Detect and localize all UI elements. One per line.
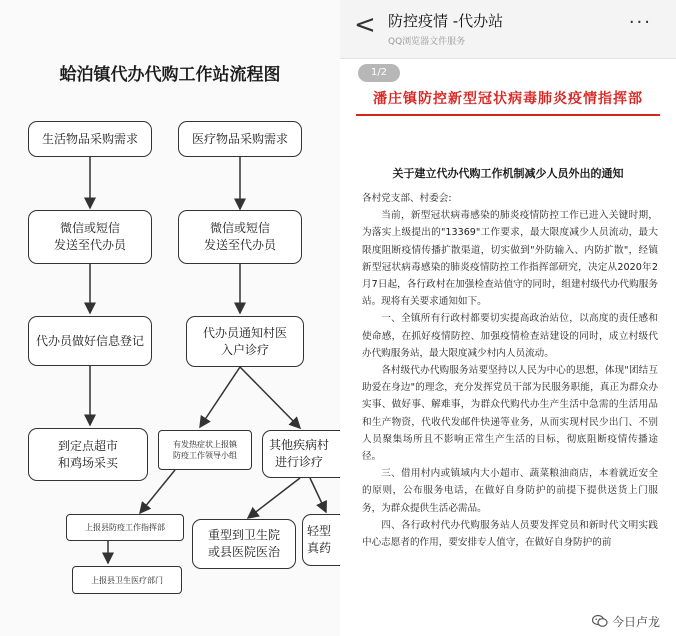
document-body [362, 190, 658, 551]
arrow-notify-to-other [240, 367, 300, 428]
node-medical-goods: 医疗物品采购需求 [178, 121, 302, 157]
arrow-notify-to-fever [200, 367, 240, 427]
page-indicator: 1/2 [358, 64, 400, 82]
watermark [590, 610, 662, 632]
red-divider [356, 114, 660, 116]
flowchart-title: 蛤泊镇代办代购工作站流程图 [59, 65, 281, 85]
more-options-button[interactable]: ··· [628, 12, 652, 33]
document-viewer [340, 0, 676, 636]
document-paragraph: 各村级代办代购服务站要坚持以人民为中心的思想，体现"团结互助爱在身边"的理念，充分发挥党员干部为民服务职能，真正为群众办实事、做好事、解难事，为群众代购代办生产生活中急需的生活用品和生产物资，代收代发邮件快递等业务，从而实现村民少出门、不别人员聚集场所且不影响正常生产生活的目标，彻底阻断疫情传播途径。 [362, 365, 658, 463]
node-severe: 重型到卫生院 或县医院医治 [192, 519, 296, 569]
node-report-health: 上报县卫生医疗部门 [72, 566, 182, 594]
document-paragraph: 一、全镇所有行政村都要切实提高政治站位，以高度的责任感和使命感，在抓好疫情防控、加强疫情检查站建设的同时，成立村级代办代购服务站，最大限度减少村内人员流动。 [362, 313, 658, 359]
arrow-other-to-mild [310, 478, 326, 512]
viewer-subtitle: QQ浏览器文件服务 [388, 37, 466, 47]
node-register: 代办员做好信息登记 [28, 316, 152, 366]
node-notify-doctor: 代办员通知村医 入户诊疗 [186, 316, 304, 367]
node-mild: 轻型 真药 [302, 514, 342, 566]
watermark-text: 今日卢龙 [611, 614, 660, 629]
node-other-disease: 其他疾病村 进行诊疗 [262, 430, 342, 478]
document-red-header: 潘庄镇防控新型冠状病毒肺炎疫情指挥部 [373, 91, 643, 107]
viewer-topbar [340, 0, 676, 59]
viewer-title: 防控疫情 -代办站 [388, 12, 504, 30]
document-paragraph: 当前，新型冠状病毒感染的肺炎疫情防控工作已进入关键时期，为落实上级提出的"13369"工作要求，最大限度减少人员流动，最大限度阻断疫情传播扩散渠道，切实做到"外防输入、内防扩散"，经镇新型冠状病毒感染的肺炎疫情防控工作指挥部研究，决定从2020年2月7日起，各行政村在加强检查站值守的同时，组建村级代办代购服务站。现将有关要求通知如下。 [362, 210, 658, 308]
document-paragraph: 三、借用村内或镇域内大小超市、蔬菜粮油商店，本着就近安全的原则，公布服务电话，在做好自身防护的前提下提供送货上门服务，为群众提供生活必需品。 [362, 468, 658, 514]
back-button[interactable]: < [354, 10, 376, 40]
node-report-hq: 上报县防疫工作指挥部 [66, 514, 184, 541]
wechat-official-account-icon [592, 614, 608, 628]
document-paragraph: 四、各行政村代办代购服务站人员要发挥党员和新时代文明实践中心志愿者的作用，要安排专人值守，在做好自身防护的前 [362, 519, 658, 549]
node-wechat-left: 微信或短信 发送至代办员 [28, 210, 152, 264]
node-daily-goods: 生活物品采购需求 [28, 121, 152, 157]
node-supermarket: 到定点超市 和鸡场采买 [28, 428, 148, 481]
node-fever-report: 有发热症状上报镇 防疫工作领导小组 [158, 430, 252, 470]
arrow-other-to-severe [248, 478, 300, 518]
document-salutation: 各村党支部、村委会: [362, 193, 452, 204]
document-title: 关于建立代办代购工作机制减少人员外出的通知 [392, 167, 624, 180]
node-wechat-right: 微信或短信 发送至代办员 [178, 210, 302, 264]
